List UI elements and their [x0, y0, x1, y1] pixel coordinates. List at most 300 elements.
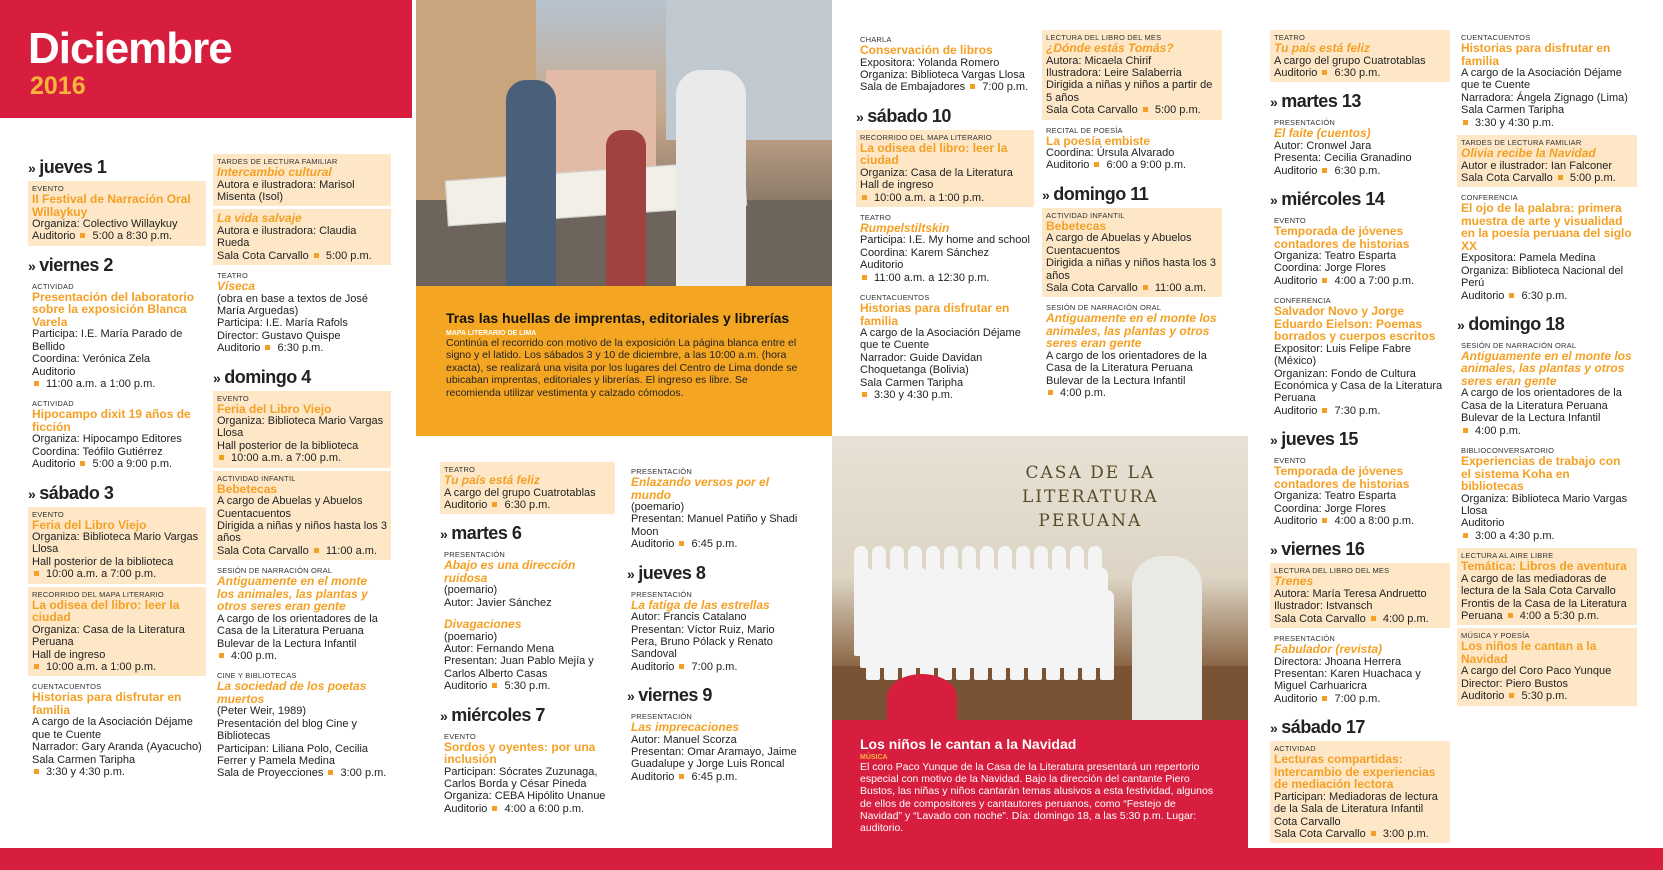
event-detail: Coordina: Jorge Flores — [1274, 502, 1386, 515]
event-detail: Auditorio 6:45 p.m. — [631, 770, 738, 783]
event-entry — [1042, 208, 1222, 298]
event-detail: Presentan: Víctor Ruiz, Mario Pera, Bruno Pólack y Renato Sandoval — [631, 623, 775, 661]
feature-navidad-text: El coro Paco Yunque de la Casa de la Literatura presentará un repertorio especial con motivo de la Navidad. Bajo la dirección del cantante Piero Bustos, las niñas y niños cantarán temas alusivos a esta festividad, algunos de ellos de compositores y cantautores peruanos, como “Festejo de Navidad” y “Lavado con noche”. Día: domingo 18, a las 5:30 p.m. Lugar: auditorio. — [860, 761, 1214, 835]
bullet-square-icon — [1322, 408, 1327, 413]
bullet-square-icon — [1094, 162, 1099, 167]
day-heading — [440, 522, 615, 545]
day-label: domingo 11 — [1053, 183, 1149, 204]
bullet-square-icon — [862, 275, 867, 280]
event-title: Historias para disfrutar en familia — [860, 301, 1010, 328]
sign-line-1: CASA DE LA — [1025, 463, 1156, 483]
event-detail: Participan: Liliana Polo, Cecilia Ferrer y Pamela Medina — [217, 742, 369, 767]
event-entry — [213, 563, 391, 665]
day-label: jueves 15 — [1281, 429, 1358, 450]
bullet-square-icon — [492, 683, 497, 688]
event-category: ACTIVIDAD INFANTIL — [217, 473, 296, 483]
event-detail: 11:00 a.m. a 1:00 p.m. — [32, 378, 202, 390]
event-detail: Organiza: Casa de la Literatura Peruana — [32, 623, 185, 649]
event-title: Las imprecaciones — [631, 720, 740, 735]
column-4 — [627, 462, 807, 789]
event-title: ¿Dónde estás Tomás? — [1046, 41, 1174, 55]
event-detail: Auditorio 5:00 a 8:30 p.m. — [32, 230, 173, 243]
day-label: sábado 10 — [867, 105, 951, 126]
event-detail: Coordina: Jorge Flores — [1274, 262, 1386, 275]
column-1 — [28, 148, 206, 784]
event-title: La sociedad de los poetas muertos — [217, 679, 367, 706]
header-banner — [0, 0, 412, 118]
event-title: Los niños le cantan a la Navidad — [1461, 639, 1597, 666]
double-chevron-icon: » — [1270, 94, 1278, 111]
event-detail: 4:00 p.m. — [217, 650, 387, 662]
event-detail: Organiza: Teatro Esparta — [1274, 490, 1397, 503]
day-heading — [627, 684, 807, 707]
event-detail: Dirigida a niñas y niños hasta los 3 años — [217, 520, 387, 545]
choir-child — [1082, 590, 1096, 680]
bullet-square-icon — [1322, 518, 1327, 523]
event-detail: Presentan: Manuel Patiño y Shadi Moon — [631, 513, 798, 538]
event-detail: 3:30 y 4:30 p.m. — [32, 766, 202, 778]
event-category: RECORRIDO DEL MAPA LITERARIO — [32, 589, 164, 599]
event-title: Temporada de jóvenes contadores de historias — [1274, 224, 1410, 251]
event-entry — [627, 587, 807, 677]
event-category: TEATRO — [860, 212, 892, 222]
event-category: CONFERENCIA — [1274, 296, 1331, 306]
event-category: PRESENTACIÓN — [631, 467, 693, 476]
event-entry — [1270, 741, 1450, 843]
event-detail: Participan: Sócrates Zuzunaga, Carlos Borda y César Pineda — [444, 765, 598, 791]
event-category: ACTIVIDAD — [32, 399, 74, 409]
bullet-square-icon — [1463, 120, 1468, 125]
bullet-square-icon — [34, 769, 39, 774]
event-detail: Hall posterior de la biblioteca — [32, 555, 174, 568]
month-title: Diciembre — [28, 24, 232, 73]
event-entry — [28, 507, 206, 584]
event-title: Temporada de jóvenes contadores de historias — [1274, 464, 1410, 491]
event-category: LECTURA AL AIRE LIBRE — [1461, 551, 1554, 561]
event-entry — [1457, 135, 1637, 187]
event-entry — [440, 462, 615, 514]
event-detail: Hall de ingreso — [860, 179, 934, 192]
event-detail: Presentan: Karen Huachaca y Miguel Carhuaricra — [1274, 668, 1421, 693]
event-entry — [1042, 30, 1222, 120]
event-title: El faite (cuentos) — [1274, 126, 1371, 141]
event-detail: A cargo del grupo Cuatrotablas — [1274, 54, 1426, 67]
feature-imprentas — [416, 286, 832, 436]
event-detail: (Peter Weir, 1989) — [217, 705, 307, 718]
event-title: Antiguamente en el monte los animales, las plantas y otros seres eran gente — [1046, 311, 1217, 351]
event-detail: Auditorio 6:30 p.m. — [217, 342, 324, 355]
bullet-square-icon — [34, 664, 39, 669]
event-entry — [856, 32, 1034, 97]
event-detail: Auditorio 5:00 a 9:00 p.m. — [32, 458, 173, 471]
day-label: martes 6 — [451, 523, 522, 544]
bullet-square-icon — [219, 653, 224, 658]
event-category: PRESENTACIÓN — [1274, 118, 1336, 128]
day-heading — [28, 156, 206, 179]
bullet-square-icon — [80, 233, 85, 238]
day-label: domingo 18 — [1468, 313, 1565, 334]
event-title: Antiguamente en el monte los animales, las plantas y otros seres eran gente — [1461, 348, 1632, 388]
event-detail: Organiza: CEBA Hipólito Unanue — [444, 790, 606, 803]
event-entry — [1457, 338, 1637, 440]
event-detail: Auditorio 6:30 p.m. — [444, 498, 551, 511]
event-detail: Auditorio 6:30 p.m. — [1274, 66, 1381, 79]
event-detail: Organizan: Fondo de Cultura Económica y Casa de la Literatura Peruana — [1274, 367, 1443, 405]
event-detail: Organiza: Biblioteca Nacional del Perú — [1461, 264, 1624, 290]
event-category: SESIÓN DE NARRACIÓN ORAL — [217, 566, 333, 576]
event-detail: A cargo de Abuelas y Abuelos Cuentacuentos — [1046, 232, 1192, 257]
day-heading — [1457, 313, 1637, 336]
event-title: Historias para disfrutar en familia — [32, 690, 182, 717]
bullet-square-icon — [679, 541, 684, 546]
event-entry — [1457, 443, 1637, 545]
double-chevron-icon: » — [213, 369, 221, 386]
event-detail: Coordina: Verónica Zela — [32, 353, 151, 366]
feature-navidad-title: Los niños le cantan a la Navidad — [860, 736, 1077, 752]
event-detail: 10:00 a.m. a 1:00 p.m. — [860, 192, 1030, 204]
bullet-square-icon — [219, 455, 224, 460]
event-category: SESIÓN DE NARRACIÓN ORAL — [1461, 340, 1577, 350]
double-chevron-icon: » — [1270, 432, 1278, 449]
day-heading — [1042, 183, 1222, 206]
event-entry — [1042, 123, 1222, 175]
event-title: La fatiga de las estrellas — [631, 597, 770, 612]
event-detail: Autor: Francis Catalano — [631, 611, 747, 624]
bullet-square-icon — [970, 84, 975, 89]
bullet-square-icon — [34, 571, 39, 576]
event-category: CINE Y BIBLIOTECAS — [217, 671, 297, 681]
event-detail: A cargo del Coro Paco Yunque — [1461, 665, 1612, 678]
event-title: Presentación del laboratorio sobre la exposición Blanca Varela — [32, 289, 195, 329]
event-detail: A cargo de la Asociación Déjame que te Cuente — [860, 327, 1021, 352]
event-category: ACTIVIDAD — [32, 281, 74, 291]
event-detail: 10:00 a.m. a 7:00 p.m. — [32, 568, 202, 580]
event-detail: (poemario) — [631, 501, 685, 513]
event-detail: Presentación del blog Cine y Bibliotecas — [217, 717, 358, 743]
bullet-square-icon — [1463, 533, 1468, 538]
event-detail: Organiza: Biblioteca Mario Vargas Llosa — [217, 415, 384, 440]
event-detail: Coordina: Karem Sánchez — [860, 246, 990, 259]
event-title: Divagaciones — [444, 617, 522, 632]
event-title: Abajo es una dirección ruidosa — [444, 558, 576, 585]
day-label: viernes 9 — [638, 685, 712, 706]
choir-child — [884, 590, 898, 680]
event-entry — [1457, 548, 1637, 625]
event-detail: Bulevar de la Lectura Infantil — [1046, 374, 1186, 387]
event-entry — [1042, 300, 1222, 402]
event-detail: Narrador: Gary Aranda (Ayacucho) — [32, 741, 202, 754]
choir-child — [1010, 590, 1024, 680]
double-chevron-icon: » — [627, 565, 635, 582]
event-entry — [1270, 453, 1450, 530]
event-title: Tu país está feliz — [1274, 41, 1370, 55]
choir-child — [866, 590, 880, 680]
sign-line-3: PERUANA — [1038, 511, 1143, 531]
event-detail: Sala Carmen Taripha — [32, 753, 136, 766]
event-detail: Presenta: Cecilia Granadino — [1274, 152, 1412, 165]
event-entry — [440, 615, 615, 696]
event-detail: Auditorio 6:30 p.m. — [1274, 164, 1381, 177]
double-chevron-icon: » — [28, 257, 36, 274]
event-detail: Sala Cota Carvallo 3:00 p.m. — [1274, 827, 1429, 840]
event-detail: Hall posterior de la biblioteca — [217, 439, 359, 452]
event-detail: A cargo de los orientadores de la Casa de la Literatura Peruana — [1461, 387, 1622, 412]
event-detail: A cargo de la Asociación Déjame que te Cuente — [32, 716, 193, 741]
day-label: viernes 2 — [39, 254, 113, 275]
event-detail: 4:00 p.m. — [1461, 425, 1633, 437]
choir-child — [956, 590, 970, 680]
day-heading — [856, 105, 1034, 128]
choir-child — [1100, 590, 1114, 680]
event-title: Tu país está feliz — [444, 473, 540, 487]
event-entry — [627, 464, 807, 554]
bullet-square-icon — [679, 774, 684, 779]
double-chevron-icon: » — [440, 707, 448, 724]
day-heading — [1270, 716, 1450, 739]
event-detail: Participa: I.E. My home and school — [860, 234, 1030, 247]
choir-child — [920, 590, 934, 680]
bullet-square-icon — [1509, 293, 1514, 298]
column-5 — [856, 30, 1034, 408]
event-detail: Auditorio — [1461, 517, 1505, 530]
bottom-bar — [0, 848, 1663, 870]
event-category: CONFERENCIA — [1461, 193, 1518, 203]
event-entry — [1457, 628, 1637, 705]
event-detail: Autor: Fernando Mena — [444, 643, 555, 656]
event-category: ACTIVIDAD INFANTIL — [1046, 210, 1125, 220]
bullet-square-icon — [314, 253, 319, 258]
event-entry — [213, 268, 391, 358]
event-detail: Auditorio 5:30 p.m. — [444, 680, 551, 693]
event-category: LECTURA DEL LIBRO DEL MES — [1274, 566, 1390, 576]
day-heading — [28, 482, 206, 505]
event-detail: Organiza: Hipocampo Editores — [32, 433, 182, 446]
bullet-square-icon — [679, 664, 684, 669]
event-entry — [213, 471, 391, 561]
event-detail: Sala Carmen Taripha — [1461, 104, 1565, 117]
event-title: Antiguamente en el monte los animales, las plantas y otros seres eran gente — [217, 574, 368, 614]
bullet-square-icon — [1322, 696, 1327, 701]
bullet-square-icon — [1143, 107, 1148, 112]
event-title: La odisea del libro: leer la ciudad — [32, 597, 180, 625]
bullet-square-icon — [1558, 175, 1563, 180]
event-entry — [1270, 563, 1450, 628]
event-detail: A cargo de los orientadores de la Casa de la Literatura Peruana — [1046, 349, 1207, 375]
event-category: EVENTO — [1274, 216, 1306, 226]
day-label: jueves 8 — [638, 562, 706, 583]
bullet-square-icon — [1508, 613, 1513, 618]
day-label: domingo 4 — [224, 366, 311, 387]
event-category: TARDES DE LECTURA FAMILIAR — [1461, 138, 1582, 148]
event-detail: A cargo de los orientadores de la Casa de la Literatura Peruana — [217, 612, 378, 638]
event-detail: 11:00 a.m. a 12:30 p.m. — [860, 272, 1030, 284]
event-category: TEATRO — [444, 465, 476, 474]
bullet-square-icon — [862, 392, 867, 397]
event-entry — [213, 154, 391, 206]
event-title: Trenes — [1274, 574, 1314, 589]
event-title: Experiencias de trabajo con el sistema Koha en bibliotecas — [1461, 454, 1621, 494]
event-detail: Sala Cota Carvallo 5:00 p.m. — [217, 249, 372, 262]
bullet-square-icon — [1322, 168, 1327, 173]
event-detail: A cargo de la Asociación Déjame que te Cuente — [1461, 67, 1622, 92]
event-title: Feria del Libro Viejo — [32, 517, 147, 532]
event-entry — [1457, 190, 1637, 305]
double-chevron-icon: » — [440, 526, 448, 543]
event-category: PRESENTACIÓN — [1274, 634, 1336, 644]
event-detail: Auditorio 7:00 p.m. — [631, 660, 738, 673]
event-entry — [1270, 115, 1450, 180]
day-label: miércoles 7 — [451, 704, 545, 725]
choir-child — [902, 590, 916, 680]
event-detail: Auditorio — [32, 365, 76, 378]
event-detail: A cargo del grupo Cuatrotablas — [444, 486, 596, 499]
event-detail: Organiza: Biblioteca Mario Vargas Llosa — [32, 531, 199, 556]
bullet-square-icon — [1322, 278, 1327, 283]
event-category: TARDES DE LECTURA FAMILIAR — [217, 157, 338, 166]
day-label: martes 13 — [1281, 91, 1361, 112]
event-entry — [856, 130, 1034, 207]
event-detail: Autor: Manuel Scorza — [631, 733, 737, 746]
event-detail: Autora: Micaela Chirif — [1046, 54, 1152, 67]
bullet-square-icon — [1371, 616, 1376, 621]
double-chevron-icon: » — [627, 688, 635, 705]
day-label: jueves 1 — [39, 157, 107, 177]
event-title: Fabulador (revista) — [1274, 642, 1383, 657]
event-detail: Organiza: Biblioteca Vargas Llosa — [860, 68, 1025, 81]
bullet-square-icon — [492, 502, 497, 507]
event-detail: Autor: Javier Sánchez — [444, 596, 552, 609]
choir-photo — [832, 436, 1248, 720]
event-detail: Organiza: Casa de la Literatura — [860, 166, 1013, 179]
event-entry — [28, 181, 206, 246]
day-heading — [213, 366, 391, 389]
event-title: Intercambio cultural — [217, 165, 332, 179]
event-entry — [440, 547, 615, 612]
event-detail: Bulevar de la Lectura Infantil — [1461, 412, 1601, 425]
event-detail: 10:00 a.m. a 7:00 p.m. — [217, 452, 387, 464]
event-title: Conservación de libros — [860, 43, 993, 57]
event-detail: Organiza: Teatro Esparta — [1274, 250, 1397, 263]
bullet-square-icon — [492, 806, 497, 811]
event-detail: Coordina: Úrsula Alvarado — [1046, 147, 1175, 160]
day-heading — [1270, 90, 1450, 113]
event-detail: Participa: I.E. María Rafols — [217, 317, 348, 330]
double-chevron-icon: » — [1270, 542, 1278, 559]
event-detail: Auditorio 4:00 a 7:00 p.m. — [1274, 274, 1415, 287]
double-chevron-icon: » — [1457, 316, 1465, 333]
event-detail: Coordina: Teófilo Gutiérrez — [32, 445, 163, 458]
photo-credit: Foto: Sonia Ulloa — [1226, 42, 1247, 60]
event-detail: 3:30 y 4:30 p.m. — [860, 389, 1030, 401]
event-title: La vida salvaje — [217, 211, 302, 226]
event-detail: Dirigida a niñas y niños hasta los 3 años — [1046, 257, 1216, 282]
event-detail: Director: Piero Bustos — [1461, 677, 1568, 690]
event-entry — [1270, 30, 1450, 82]
event-detail: Sala Cota Carvallo 4:00 p.m. — [1274, 612, 1429, 625]
event-entry — [440, 729, 615, 819]
event-detail: Dirigida a niñas y niños a partir de 5 años — [1046, 79, 1213, 104]
event-title: La odisea del libro: leer la ciudad — [860, 140, 1008, 168]
event-category: BIBLIOCONVERSATORIO — [1461, 446, 1555, 456]
event-category: RECORRIDO DEL MAPA LITERARIO — [860, 132, 992, 142]
event-detail: Participan: Mediadoras de lectura de la Sala de Literatura Infantil Cota Carvallo — [1274, 790, 1438, 828]
choir-child — [938, 590, 952, 680]
event-detail: Sala de Embajadores 7:00 p.m. — [860, 81, 1029, 94]
column-7 — [1270, 28, 1450, 846]
day-label: sábado 17 — [1281, 717, 1365, 738]
choir-child — [992, 590, 1006, 680]
event-category: TEATRO — [1274, 33, 1306, 42]
event-category: EVENTO — [32, 184, 64, 193]
event-detail: (poemario) — [444, 630, 498, 643]
event-category: PRESENTACIÓN — [631, 589, 693, 599]
event-title: Temática: Libros de aventura — [1461, 559, 1627, 574]
year-label: 2016 — [30, 72, 86, 100]
event-title: El ojo de la palabra: primera muestra de arte y visualidad en la poesía peruana del siglo XX — [1461, 201, 1632, 253]
event-title: Sordos y oyentes: por una inclusión — [444, 739, 596, 767]
event-title: II Festival de Narración Oral Willaykuy — [32, 192, 191, 219]
event-detail: Expositor: Luis Felipe Fabre (México) — [1274, 342, 1411, 368]
feature-imprentas-text: Continúa el recorrido con motivo de la exposición La página blanca entre el signo y el latido. Los sábados 3 y 10 de diciembre, a las 10:00 a.m. (hora exacta), se realizará una visita por los lugares del Centro de Lima donde se ubicaban imprentas, editoriales y librerías. El ingreso es libre. Se recomienda utilizar vestimenta y calzado cómodos. — [446, 337, 798, 399]
event-category: EVENTO — [217, 393, 249, 403]
double-chevron-icon: » — [856, 108, 864, 125]
bullet-square-icon — [314, 548, 319, 553]
bullet-square-icon — [1371, 831, 1376, 836]
event-category: RECITAL DE POESÍA — [1046, 125, 1123, 135]
event-category: TEATRO — [217, 271, 249, 281]
event-detail: Auditorio 7:30 p.m. — [1274, 404, 1381, 417]
event-detail: Presentan: Omar Aramayo, Jaime Guadalupe y Jorge Luis Roncal — [631, 746, 797, 771]
event-detail: Auditorio 5:30 p.m. — [1461, 690, 1568, 703]
bullet-square-icon — [1322, 70, 1327, 75]
feature-imprentas-category: MAPA LITERARIO DE LIMA — [446, 330, 537, 337]
bullet-square-icon — [1463, 428, 1468, 433]
event-entry — [1270, 631, 1450, 708]
double-chevron-icon: » — [1270, 192, 1278, 209]
event-category: CUENTACUENTOS — [32, 682, 102, 692]
event-detail: (obra en base a textos de José María Arguedas) — [217, 292, 369, 317]
event-detail: Presentan: Juan Pablo Mejía y Carlos Alberto Casas — [444, 655, 594, 680]
event-detail: Auditorio 4:00 a 8:00 p.m. — [1274, 515, 1415, 527]
event-detail: Auditorio 6:45 p.m. — [631, 538, 738, 551]
bullet-square-icon — [1048, 390, 1053, 395]
event-title: Bebetecas — [1046, 218, 1107, 233]
sign-line-2: LITERATURA — [1022, 487, 1159, 507]
event-title: Bebetecas — [217, 481, 278, 496]
event-detail: Ilustradora: Leire Salaberria — [1046, 66, 1182, 79]
event-title: Olivia recibe la Navidad — [1461, 146, 1596, 161]
event-detail: Auditorio 6:30 p.m. — [1461, 289, 1568, 302]
event-category: LECTURA DEL LIBRO DEL MES — [1046, 33, 1162, 42]
event-detail: Sala Carmen Taripha — [860, 376, 964, 389]
event-detail: Sala de Proyecciones 3:00 p.m. — [217, 767, 387, 780]
feature-navidad — [832, 720, 1248, 848]
day-label: sábado 3 — [39, 482, 114, 503]
event-title: La poesía embiste — [1046, 133, 1151, 148]
column-8 — [1457, 28, 1637, 709]
event-detail: Directora: Jhoana Herrera — [1274, 655, 1402, 668]
event-detail: Auditorio 6:00 a 9:00 p.m. — [1046, 159, 1187, 172]
event-detail: Expositora: Pamela Medina — [1461, 252, 1596, 265]
bullet-square-icon — [34, 381, 39, 386]
event-category: CUENTACUENTOS — [1461, 33, 1531, 42]
event-category: CHARLA — [860, 35, 892, 44]
event-detail: Expositora: Yolanda Romero — [860, 56, 1000, 69]
event-entry — [213, 391, 391, 468]
event-detail: Ilustrador: Istvansch — [1274, 600, 1373, 613]
day-heading — [1270, 538, 1450, 561]
feature-navidad-category: MÚSICA — [860, 754, 888, 761]
